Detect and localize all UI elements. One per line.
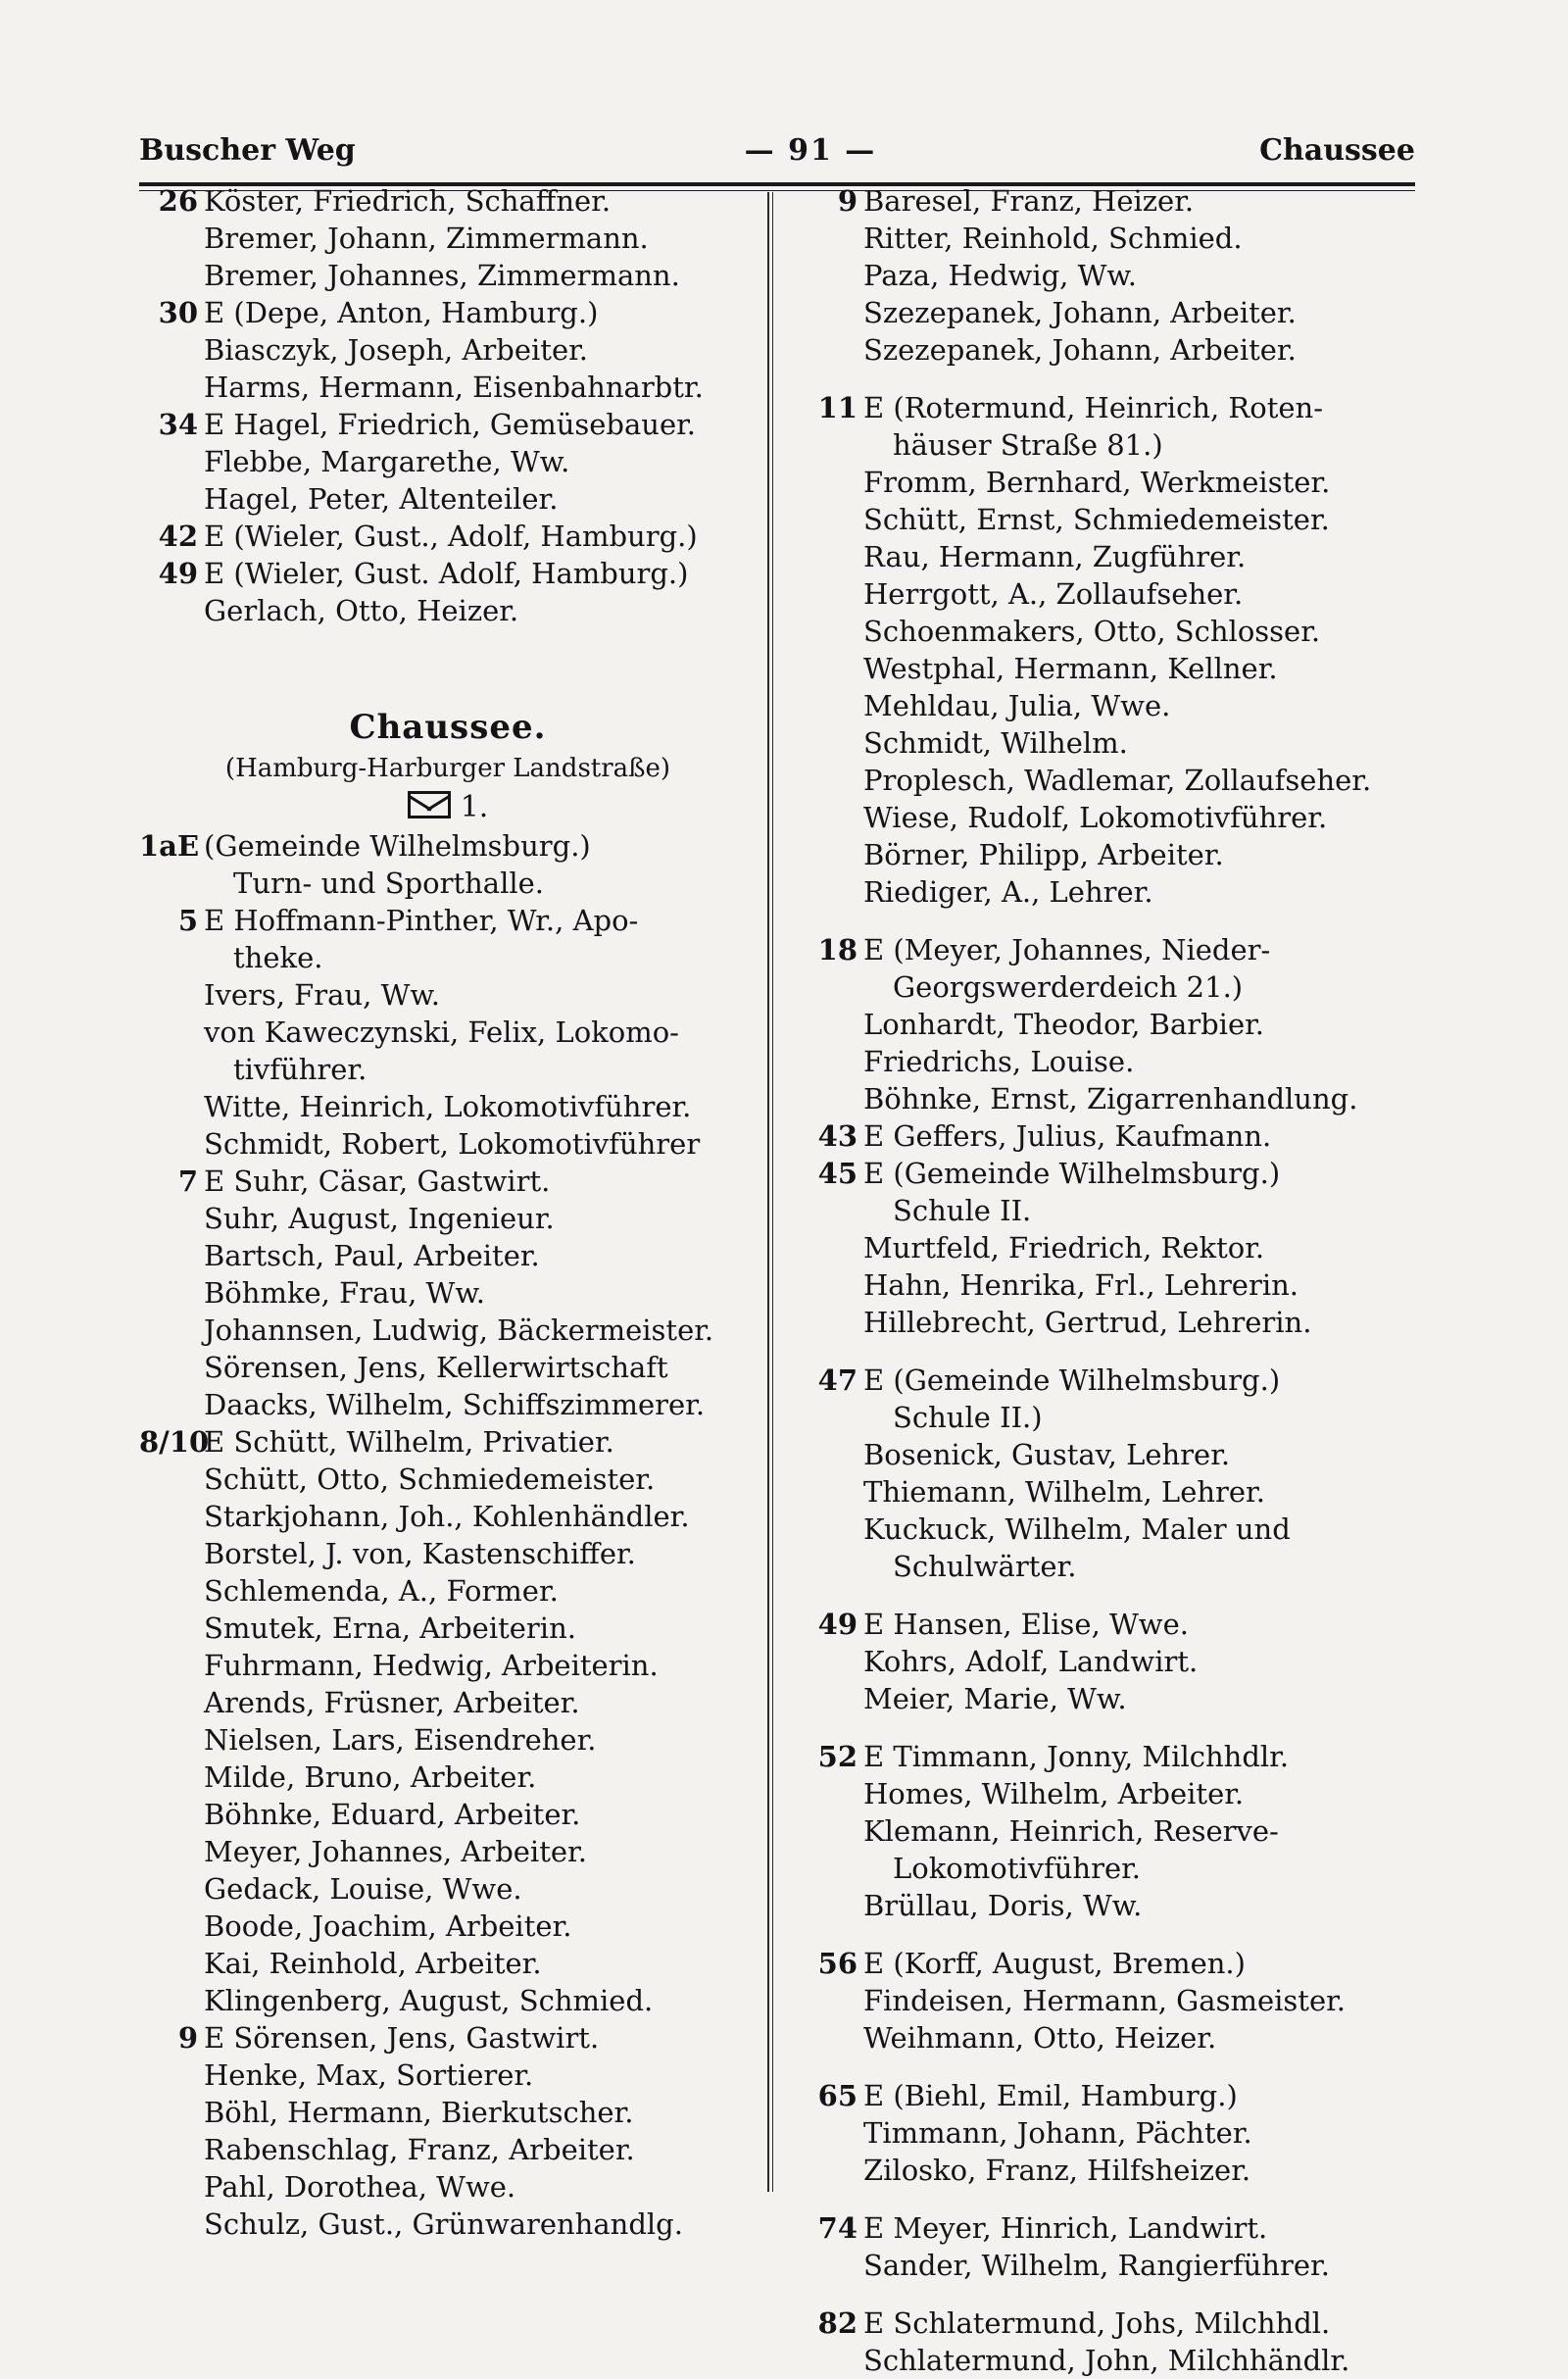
entry-line: Georgswerderdeich 21.) bbox=[893, 970, 1244, 1004]
house-number: 9 bbox=[837, 184, 858, 218]
entry-line: Gedack, Louise, Wwe. bbox=[204, 1872, 522, 1906]
entry-line: Murtfeld, Friedrich, Rektor. bbox=[863, 1231, 1265, 1264]
entry-line: Westphal, Hermann, Kellner. bbox=[863, 652, 1278, 685]
directory-entry bbox=[799, 1887, 1416, 1924]
entry-line: Gerlach, Otto, Heizer. bbox=[204, 594, 519, 627]
entry-line: Meyer, Johannes, Arbeiter. bbox=[204, 1835, 587, 1868]
directory-entry bbox=[139, 1759, 757, 1796]
entry-line: E Schlatermund, Johs, Milchhdl. bbox=[863, 2306, 1331, 2340]
directory-entry bbox=[799, 1080, 1416, 1117]
entry-line: E Suhr, Cäsar, Gastwirt. bbox=[204, 1165, 551, 1198]
directory-entry bbox=[799, 182, 1416, 220]
entry-line: Weihmann, Otto, Heizer. bbox=[863, 2021, 1217, 2055]
entry-line: Harms, Hermann, Eisenbahnarbtr. bbox=[204, 371, 704, 404]
entry-line: Herrgott, A., Zollaufseher. bbox=[863, 577, 1244, 611]
entry-line: Lokomotivführer. bbox=[893, 1852, 1142, 1885]
entry-line: Borstel, J. von, Kastenschiffer. bbox=[204, 1537, 636, 1570]
entry-line: E Schütt, Wilhelm, Privatier. bbox=[204, 1425, 614, 1459]
entry-line: E (Biehl, Emil, Hamburg.) bbox=[863, 2079, 1238, 2112]
house-number: 49 bbox=[817, 1608, 858, 1641]
entry-line: Turn- und Sporthalle. bbox=[233, 867, 545, 900]
page-number: — 91 — bbox=[744, 133, 877, 168]
directory-entry bbox=[799, 2247, 1416, 2284]
directory-entry bbox=[139, 1721, 757, 1759]
directory-entry bbox=[139, 1200, 757, 1237]
entry-line: Hillebrecht, Gertrud, Lehrerin. bbox=[863, 1306, 1312, 1339]
entry-line: E (Gemeinde Wilhelmsburg.) bbox=[863, 1363, 1281, 1397]
directory-entry bbox=[799, 2209, 1416, 2247]
house-number: 74 bbox=[817, 2211, 858, 2245]
entry-line: E Hoffmann-Pinther, Wr., Apo- bbox=[204, 904, 639, 937]
directory-entry bbox=[139, 1349, 757, 1386]
page-header bbox=[139, 129, 1415, 178]
entry-line: E (Gemeinde Wilhelmsburg.) bbox=[863, 1157, 1281, 1190]
directory-entry bbox=[799, 1473, 1416, 1511]
entry-line: Klingenberg, August, Schmied. bbox=[204, 1984, 654, 2017]
directory-entry bbox=[799, 1155, 1416, 1229]
house-number: 49 bbox=[158, 557, 198, 590]
entry-line: Flebbe, Margarethe, Ww. bbox=[204, 445, 570, 478]
directory-entry bbox=[799, 2305, 1416, 2342]
directory-entry bbox=[799, 1945, 1416, 1982]
directory-entry bbox=[139, 1498, 757, 1535]
header-street-left: Buscher Weg bbox=[139, 133, 356, 168]
entry-line: Timmann, Johann, Pächter. bbox=[863, 2116, 1252, 2150]
directory-entry bbox=[139, 1237, 757, 1274]
envelope-icon bbox=[408, 791, 451, 818]
directory-entry bbox=[139, 1796, 757, 1833]
directory-entry bbox=[139, 1833, 757, 1870]
entry-line: Klemann, Heinrich, Reserve- bbox=[863, 1814, 1279, 1848]
entry-line: Schulwärter. bbox=[893, 1550, 1077, 1583]
entry-line: (Gemeinde Wilhelmsburg.) bbox=[204, 829, 591, 863]
directory-entry bbox=[799, 2114, 1416, 2152]
directory-entry bbox=[139, 2131, 757, 2168]
directory-entry bbox=[799, 538, 1416, 575]
entry-line: Schmidt, Robert, Lokomotivführer bbox=[204, 1127, 701, 1161]
entry-line: von Kaweczynski, Felix, Lokomo- bbox=[204, 1016, 679, 1049]
entry-line: Sörensen, Jens, Kellerwirtschaft bbox=[204, 1351, 668, 1384]
directory-entry bbox=[139, 1461, 757, 1498]
directory-entry bbox=[799, 724, 1416, 762]
directory-entry bbox=[799, 836, 1416, 873]
entry-line: Suhr, August, Ingenieur. bbox=[204, 1202, 555, 1235]
house-number: 1aE bbox=[139, 829, 200, 863]
directory-entry bbox=[139, 2019, 757, 2057]
directory-entry bbox=[799, 1006, 1416, 1043]
entry-line: Kai, Reinhold, Arbeiter. bbox=[204, 1947, 542, 1980]
house-number: 18 bbox=[817, 933, 858, 966]
directory-entry bbox=[799, 2152, 1416, 2189]
entry-line: E Hansen, Elise, Wwe. bbox=[863, 1608, 1190, 1641]
entry-line: Rabenschlag, Franz, Arbeiter. bbox=[204, 2133, 635, 2166]
entry-line: Biasczyk, Joseph, Arbeiter. bbox=[204, 333, 588, 367]
column-divider bbox=[767, 192, 769, 2192]
house-number: 65 bbox=[817, 2079, 858, 2112]
directory-entry bbox=[799, 1643, 1416, 1680]
entry-line: Mehldau, Julia, Wwe. bbox=[863, 689, 1171, 722]
directory-entry bbox=[139, 2168, 757, 2206]
entry-line: Lonhardt, Theodor, Barbier. bbox=[863, 1008, 1265, 1041]
house-number: 5 bbox=[177, 904, 198, 937]
directory-entry bbox=[799, 650, 1416, 687]
directory-entry bbox=[139, 294, 757, 331]
entry-line: E (Meyer, Johannes, Nieder- bbox=[863, 933, 1271, 966]
entry-line: Ritter, Reinhold, Schmied. bbox=[863, 222, 1243, 255]
entry-line: Böhnke, Eduard, Arbeiter. bbox=[204, 1798, 581, 1831]
directory-entry bbox=[139, 1312, 757, 1349]
directory-entry bbox=[139, 1125, 757, 1163]
entry-line: Ivers, Frau, Ww. bbox=[204, 978, 440, 1012]
directory-entry bbox=[139, 1088, 757, 1125]
directory-entry bbox=[139, 2057, 757, 2094]
entry-line: E (Depe, Anton, Hamburg.) bbox=[204, 296, 599, 329]
right-entry-list bbox=[799, 182, 1416, 2379]
entry-line: Arends, Früsner, Arbeiter. bbox=[204, 1686, 580, 1719]
entry-line: Schmidt, Wilhelm. bbox=[863, 726, 1128, 760]
directory-entry bbox=[139, 1572, 757, 1610]
house-number: 11 bbox=[817, 391, 858, 424]
directory-entry bbox=[139, 1014, 757, 1088]
entry-line: Pahl, Dorothea, Wwe. bbox=[204, 2170, 516, 2204]
directory-entry bbox=[799, 464, 1416, 501]
entry-line: Bosenick, Gustav, Lehrer. bbox=[863, 1438, 1231, 1471]
entry-line: Zilosko, Franz, Hilfsheizer. bbox=[863, 2154, 1251, 2187]
entry-line: Johannsen, Ludwig, Bäckermeister. bbox=[204, 1313, 714, 1347]
entry-line: Köster, Friedrich, Schaffner. bbox=[204, 184, 612, 218]
entry-line: Brüllau, Doris, Ww. bbox=[863, 1889, 1143, 1922]
directory-entry bbox=[139, 827, 757, 902]
entry-line: E Geffers, Julius, Kaufmann. bbox=[863, 1119, 1272, 1153]
entry-line: Henke, Max, Sortierer. bbox=[204, 2058, 534, 2092]
directory-entry bbox=[799, 1982, 1416, 2019]
entry-line: Schoenmakers, Otto, Schlosser. bbox=[863, 615, 1321, 648]
right-column bbox=[799, 182, 1416, 2379]
directory-entry bbox=[139, 1684, 757, 1721]
house-number: 8/10 bbox=[139, 1425, 210, 1459]
entry-line: Schule II.) bbox=[893, 1401, 1043, 1434]
directory-entry bbox=[799, 2342, 1416, 2379]
directory-entry bbox=[799, 613, 1416, 650]
directory-entry bbox=[799, 2019, 1416, 2057]
entry-line: Findeisen, Hermann, Gasmeister. bbox=[863, 1984, 1346, 2017]
house-number: 47 bbox=[817, 1363, 858, 1397]
house-number: 43 bbox=[817, 1119, 858, 1153]
house-number: 42 bbox=[158, 520, 198, 553]
directory-entry bbox=[139, 406, 757, 443]
directory-entry bbox=[799, 687, 1416, 724]
directory-entry bbox=[799, 389, 1416, 464]
entry-line: E (Wieler, Gust. Adolf, Hamburg.) bbox=[204, 557, 689, 590]
directory-entry bbox=[799, 873, 1416, 911]
entry-line: Szezepanek, Johann, Arbeiter. bbox=[863, 296, 1297, 329]
directory-entry bbox=[799, 575, 1416, 613]
entry-line: häuser Straße 81.) bbox=[893, 428, 1163, 462]
directory-entry bbox=[139, 1386, 757, 1423]
entry-line: Smutek, Erna, Arbeiterin. bbox=[204, 1611, 576, 1645]
entry-line: Witte, Heinrich, Lokomotivführer. bbox=[204, 1090, 692, 1123]
directory-entry bbox=[139, 902, 757, 976]
directory-entry bbox=[139, 1610, 757, 1647]
entry-line: E Meyer, Hinrich, Landwirt. bbox=[863, 2211, 1268, 2245]
entry-line: Böhnke, Ernst, Zigarrenhandlung. bbox=[863, 1082, 1358, 1115]
directory-entry bbox=[799, 501, 1416, 538]
entry-line: Boode, Joachim, Arbeiter. bbox=[204, 1909, 572, 1943]
entry-line: Fromm, Bernhard, Werkmeister. bbox=[863, 466, 1331, 499]
directory-entry bbox=[799, 1606, 1416, 1643]
directory-entry bbox=[139, 592, 757, 629]
directory-entry bbox=[139, 1423, 757, 1461]
left-entry-list-chaussee bbox=[139, 827, 757, 2243]
section-title: Chaussee. bbox=[349, 708, 547, 747]
entry-line: Schütt, Otto, Schmiedemeister. bbox=[204, 1462, 656, 1496]
entry-line: E (Korff, August, Bremen.) bbox=[863, 1947, 1246, 1980]
directory-entry bbox=[139, 1870, 757, 1908]
entry-line: Friedrichs, Louise. bbox=[863, 1045, 1135, 1078]
directory-entry bbox=[799, 799, 1416, 836]
directory-entry bbox=[799, 1775, 1416, 1812]
left-column bbox=[139, 182, 757, 2243]
entry-line: Böhmke, Frau, Ww. bbox=[204, 1276, 485, 1310]
entry-line: Meier, Marie, Ww. bbox=[863, 1682, 1127, 1715]
directory-entry bbox=[799, 1362, 1416, 1436]
entry-line: Böhl, Hermann, Bierkutscher. bbox=[204, 2096, 634, 2129]
directory-entry bbox=[139, 182, 757, 220]
entry-line: Schlatermund, John, Milchhändlr. bbox=[863, 2344, 1350, 2377]
entry-line: Bartsch, Paul, Arbeiter. bbox=[204, 1239, 540, 1272]
house-number: 52 bbox=[817, 1740, 858, 1773]
directory-entry bbox=[799, 257, 1416, 294]
entry-line: Bremer, Johann, Zimmermann. bbox=[204, 222, 649, 255]
entry-line: Wiese, Rudolf, Lokomotivführer. bbox=[863, 801, 1328, 834]
entry-line: Homes, Wilhelm, Arbeiter. bbox=[863, 1777, 1245, 1810]
house-number: 34 bbox=[158, 408, 198, 441]
entry-line: Schulz, Gust., Grünwarenhandlg. bbox=[204, 2207, 683, 2241]
house-number: 56 bbox=[817, 1947, 858, 1980]
entry-line: Hahn, Henrika, Frl., Lehrerin. bbox=[863, 1268, 1299, 1302]
house-number: 82 bbox=[817, 2306, 858, 2340]
postal-district bbox=[139, 788, 757, 827]
directory-entry bbox=[139, 1647, 757, 1684]
house-number: 45 bbox=[817, 1157, 858, 1190]
entry-line: Riediger, A., Lehrer. bbox=[863, 875, 1153, 909]
entry-line: Nielsen, Lars, Eisendreher. bbox=[204, 1723, 597, 1757]
directory-entry bbox=[139, 1535, 757, 1572]
entry-line: Rau, Hermann, Zugführer. bbox=[863, 540, 1247, 573]
entry-line: E (Wieler, Gust., Adolf, Hamburg.) bbox=[204, 520, 698, 553]
directory-entry bbox=[139, 518, 757, 555]
house-number: 26 bbox=[158, 184, 198, 218]
entry-line: Schlemenda, A., Former. bbox=[204, 1574, 559, 1608]
entry-line: E (Rotermund, Heinrich, Roten- bbox=[863, 391, 1324, 424]
entry-line: Kohrs, Adolf, Landwirt. bbox=[863, 1645, 1199, 1678]
directory-entry bbox=[139, 443, 757, 480]
entry-line: E Timmann, Jonny, Milchhdlr. bbox=[863, 1740, 1290, 1773]
entry-line: Hagel, Peter, Altenteiler. bbox=[204, 482, 559, 516]
entry-line: Szezepanek, Johann, Arbeiter. bbox=[863, 333, 1297, 367]
directory-entry bbox=[139, 1982, 757, 2019]
directory-entry bbox=[799, 1043, 1416, 1080]
directory-entry bbox=[799, 1812, 1416, 1887]
directory-entry bbox=[799, 1304, 1416, 1341]
entry-line: Thiemann, Wilhelm, Lehrer. bbox=[863, 1475, 1265, 1509]
entry-line: Börner, Philipp, Arbeiter. bbox=[863, 838, 1224, 871]
directory-entry bbox=[799, 220, 1416, 257]
postal-district-number: 1. bbox=[460, 790, 489, 824]
directory-entry bbox=[799, 762, 1416, 799]
entry-line: Fuhrmann, Hedwig, Arbeiterin. bbox=[204, 1649, 659, 1682]
directory-entry bbox=[139, 2094, 757, 2131]
directory-entry bbox=[799, 1436, 1416, 1473]
entry-line: tivführer. bbox=[233, 1053, 368, 1086]
entry-line: Proplesch, Wadlemar, Zollaufseher. bbox=[863, 764, 1372, 797]
directory-entry bbox=[799, 1738, 1416, 1775]
directory-entry bbox=[799, 1117, 1416, 1155]
house-number: 7 bbox=[177, 1165, 198, 1198]
directory-entry bbox=[139, 1274, 757, 1312]
entry-line: Daacks, Wilhelm, Schiffszimmerer. bbox=[204, 1388, 706, 1421]
directory-entry bbox=[139, 1945, 757, 1982]
directory-entry bbox=[139, 2206, 757, 2243]
column-divider-thin bbox=[772, 192, 773, 2192]
house-number: 9 bbox=[177, 2021, 198, 2055]
house-number: 30 bbox=[158, 296, 198, 329]
directory-entry bbox=[139, 480, 757, 518]
directory-entry bbox=[799, 294, 1416, 331]
entry-line: E Hagel, Friedrich, Gemüsebauer. bbox=[204, 408, 697, 441]
entry-line: theke. bbox=[233, 941, 323, 974]
directory-entry bbox=[799, 2077, 1416, 2114]
directory-entry bbox=[799, 1229, 1416, 1266]
directory-entry bbox=[139, 331, 757, 369]
entry-line: Milde, Bruno, Arbeiter. bbox=[204, 1760, 537, 1794]
entry-line: Baresel, Franz, Heizer. bbox=[863, 184, 1195, 218]
directory-entry bbox=[139, 220, 757, 257]
directory-entry bbox=[799, 931, 1416, 1006]
header-street-right: Chaussee bbox=[1259, 133, 1415, 168]
directory-entry bbox=[799, 1511, 1416, 1585]
directory-entry bbox=[799, 1680, 1416, 1717]
entry-line: Schütt, Ernst, Schmiedemeister. bbox=[863, 503, 1330, 536]
entry-line: Bremer, Johannes, Zimmermann. bbox=[204, 259, 680, 292]
directory-entry bbox=[139, 555, 757, 592]
entry-line: Schule II. bbox=[893, 1194, 1032, 1227]
left-entry-list-buscher-weg bbox=[139, 182, 757, 629]
directory-entry bbox=[139, 1908, 757, 1945]
directory-entry bbox=[139, 257, 757, 294]
directory-entry bbox=[799, 331, 1416, 369]
entry-line: Starkjohann, Joh., Kohlenhändler. bbox=[204, 1500, 690, 1533]
section-subtitle: (Hamburg-Harburger Landstraße) bbox=[224, 754, 671, 783]
entry-line: Sander, Wilhelm, Rangierführer. bbox=[863, 2249, 1330, 2282]
entry-line: Paza, Hedwig, Ww. bbox=[863, 259, 1138, 292]
directory-entry bbox=[799, 1266, 1416, 1304]
directory-entry bbox=[139, 976, 757, 1014]
directory-entry bbox=[139, 369, 757, 406]
directory-entry bbox=[139, 1163, 757, 1200]
entry-line: E Sörensen, Jens, Gastwirt. bbox=[204, 2021, 600, 2055]
entry-line: Kuckuck, Wilhelm, Maler und bbox=[863, 1512, 1291, 1546]
